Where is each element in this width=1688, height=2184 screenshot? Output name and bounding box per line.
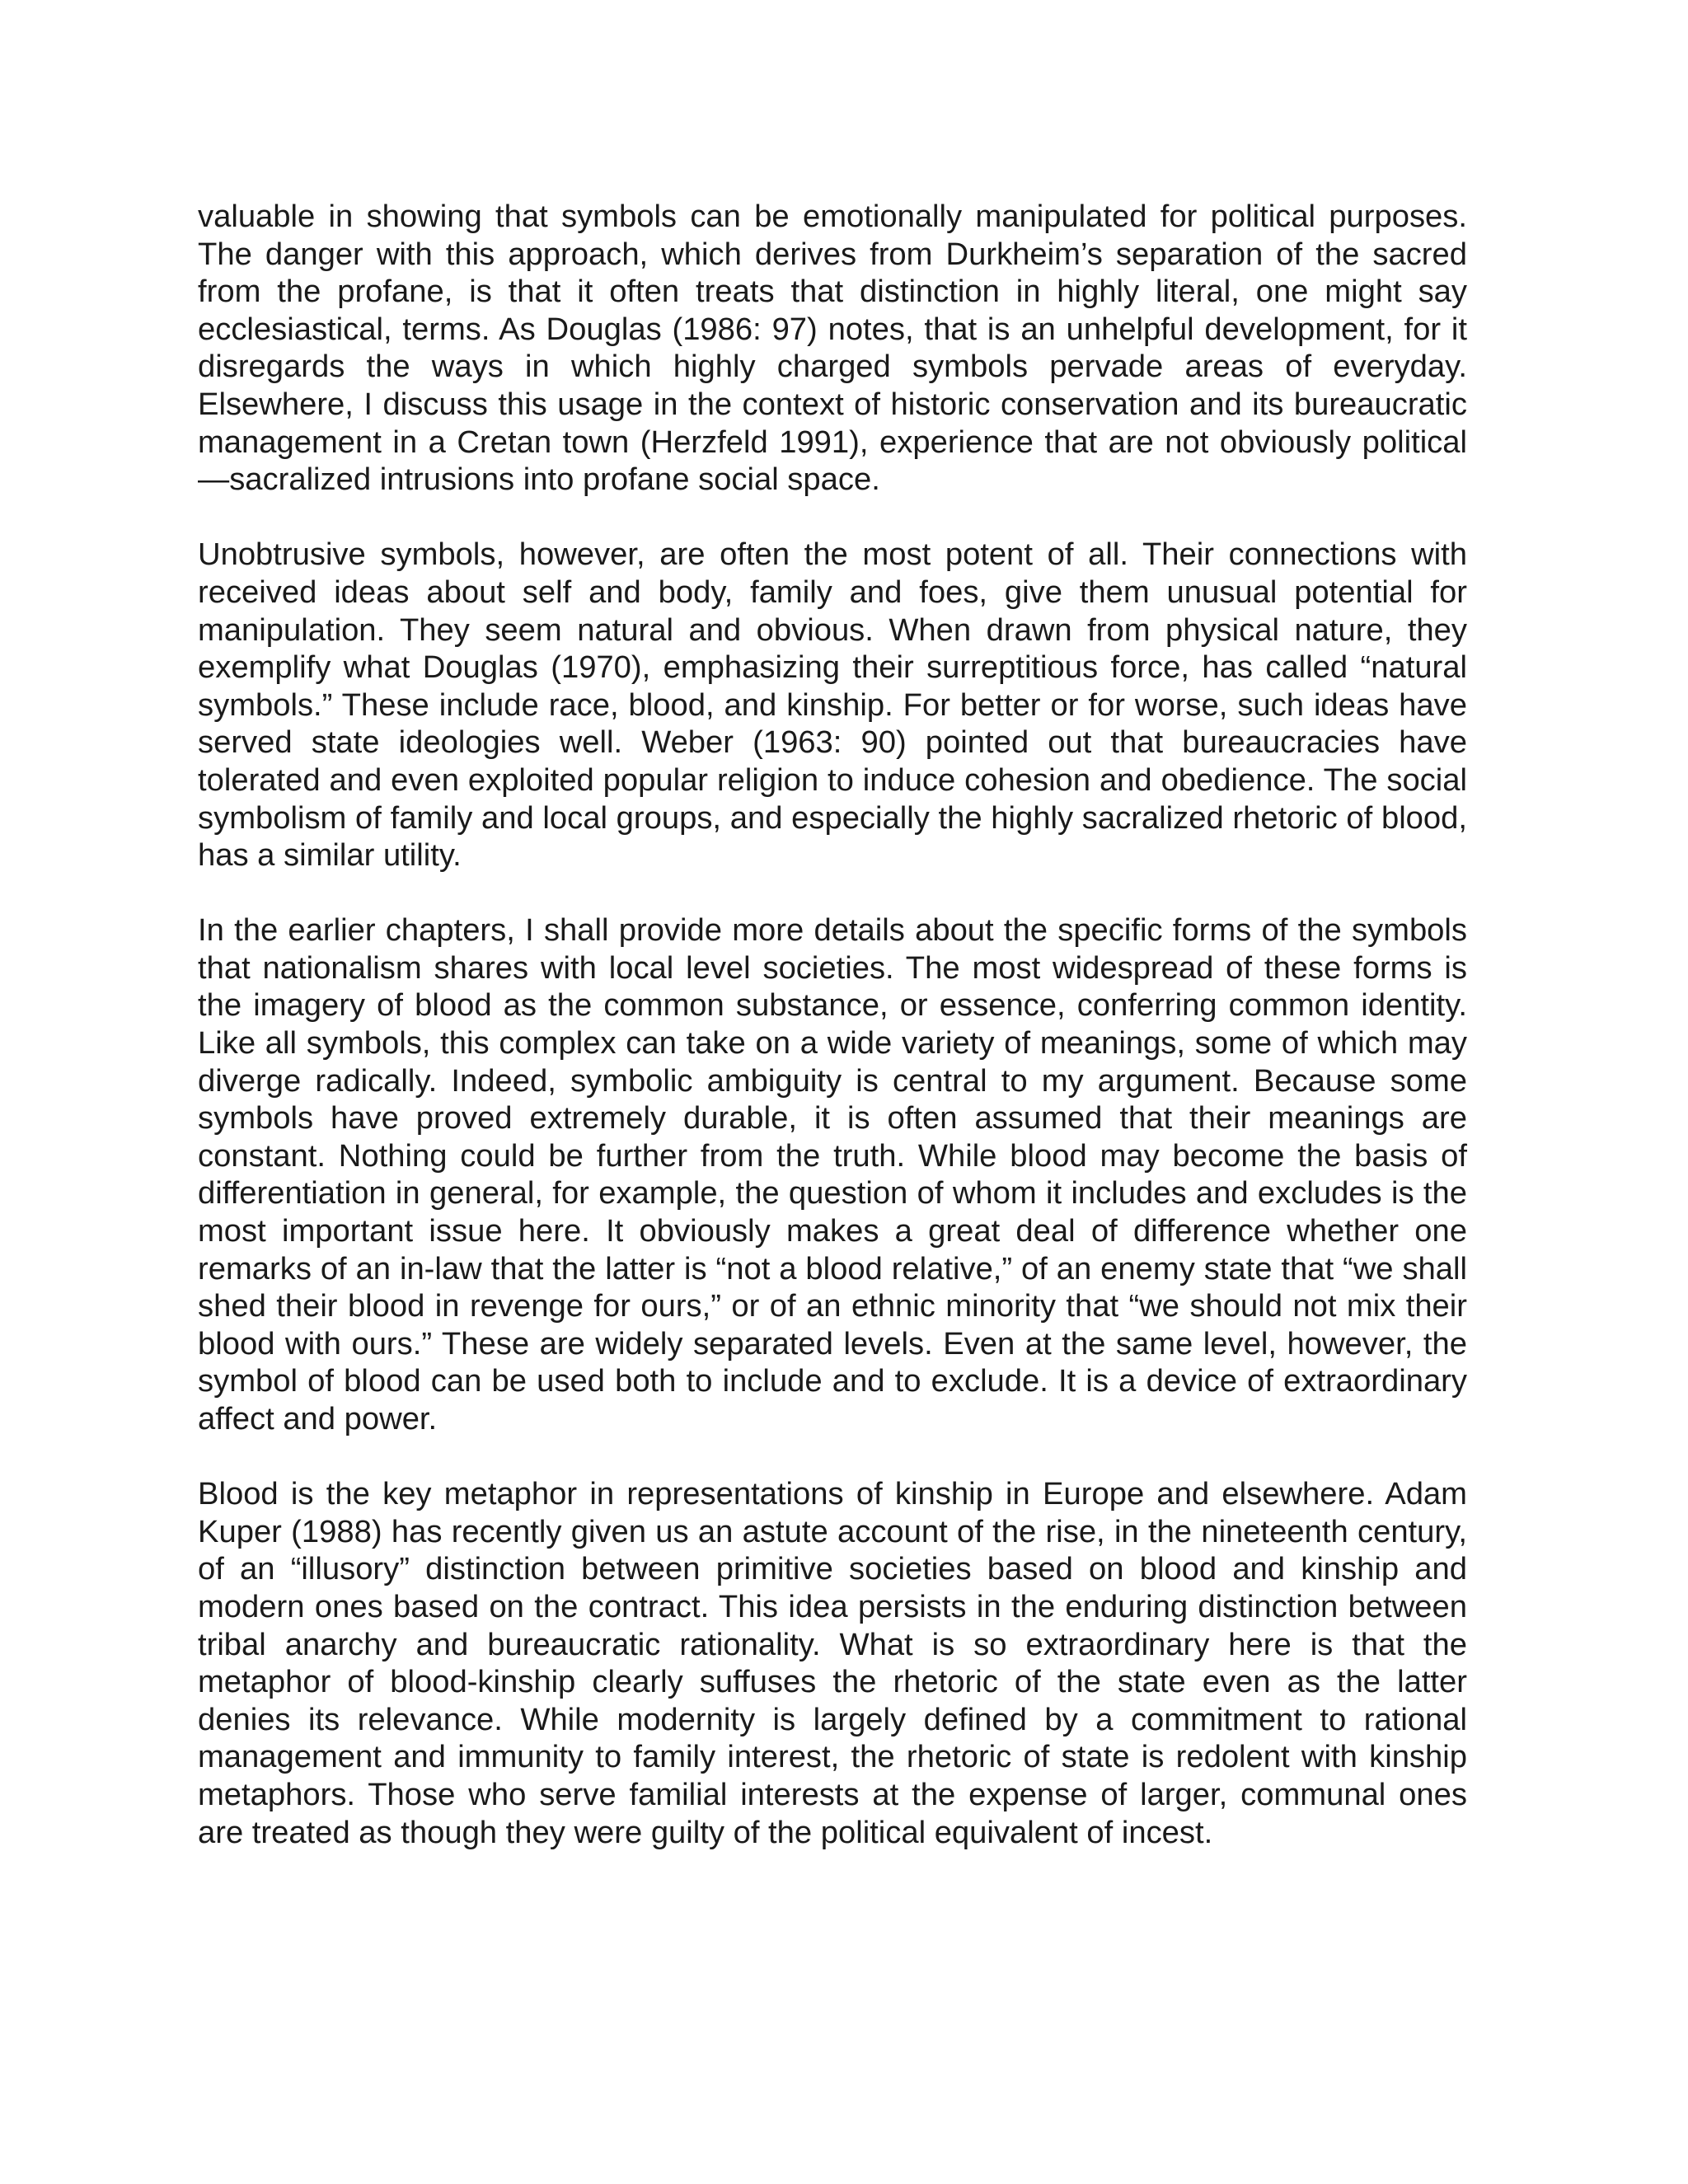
paragraph-2: Unobtrusive symbols, however, are often the most potent of all. Their connections with received ideas about self and body, family and foes, give them unusual potential for manipulation. They seem natural and obvious. When drawn from physical nature, they exemplify what Douglas (1970), emphasizing their surreptitious force, has called “natural symbols.” These include race, blood, and kinship. For better or for worse, such ideas have served state ideologies well. Weber (1963: 90) pointed out that bureaucracies have tolerated and even exploited popular religion to induce cohesion and obedience. The social symbolism of family and local groups, and especially the highly sacralized rhetoric of blood, has a similar utility. xyxy=(198,537,1467,874)
body-text xyxy=(198,198,1467,1889)
paragraph-4: Blood is the key metaphor in representations of kinship in Europe and elsewhere. Adam Kuper (1988) has recently given us an astute account of the rise, in the nineteenth century, of an “illusory” distinction between primitive societies based on blood and kinship and modern ones based on the contract. This idea persists in the enduring distinction between tribal anarchy and bureaucratic rationality. What is so extraordinary here is that the metaphor of blood-kinship clearly suffuses the rhetoric of the state even as the latter denies its relevance. While modernity is largely defined by a commitment to rational management and immunity to family interest, the rhetoric of state is redolent with kinship metaphors. Those who serve familial interests at the expense of larger, communal ones are treated as though they were guilty of the political equivalent of incest. xyxy=(198,1476,1467,1850)
paragraph-1: valuable in showing that symbols can be emotionally manipulated for political purposes. The danger with this approach, which derives from Durkheim’s separation of the sacred from the profane, is that it often treats that distinction in highly literal, one might say ecclesiastical, terms. As Douglas (1986: 97) notes, that is an unhelpful development, for it disregards the ways in which highly charged symbols pervade areas of everyday. Elsewhere, I discuss this usage in the context of historic conservation and its bureaucratic management in a Cretan town (Herzfeld 1991), experience that are not obviously political—sacralized intrusions into profane social space. xyxy=(198,199,1467,498)
paragraph-3: In the earlier chapters, I shall provide more details about the specific forms of the symbols that nationalism shares with local level societies. The most widespread of these forms is the imagery of blood as the common substance, or essence, conferring common identity. Like all symbols, this complex can take on a wide variety of meanings, some of which may diverge radically. Indeed, symbolic ambiguity is central to my argument. Because some symbols have proved extremely durable, it is often assumed that their meanings are constant. Nothing could be further from the truth. While blood may become the basis of differentiation in general, for example, the question of whom it includes and excludes is the most important issue here. It obviously makes a great deal of difference whether one remarks of an in-law that the latter is “not a blood relative,” of an enemy state that “we shall shed their blood in revenge for ours,” or of an ethnic minority that “we should not mix their blood with ours.” These are widely separated levels. Even at the same level, however, the symbol of blood can be used both to include and to exclude. It is a device of extraordinary affect and power. xyxy=(198,912,1467,1436)
